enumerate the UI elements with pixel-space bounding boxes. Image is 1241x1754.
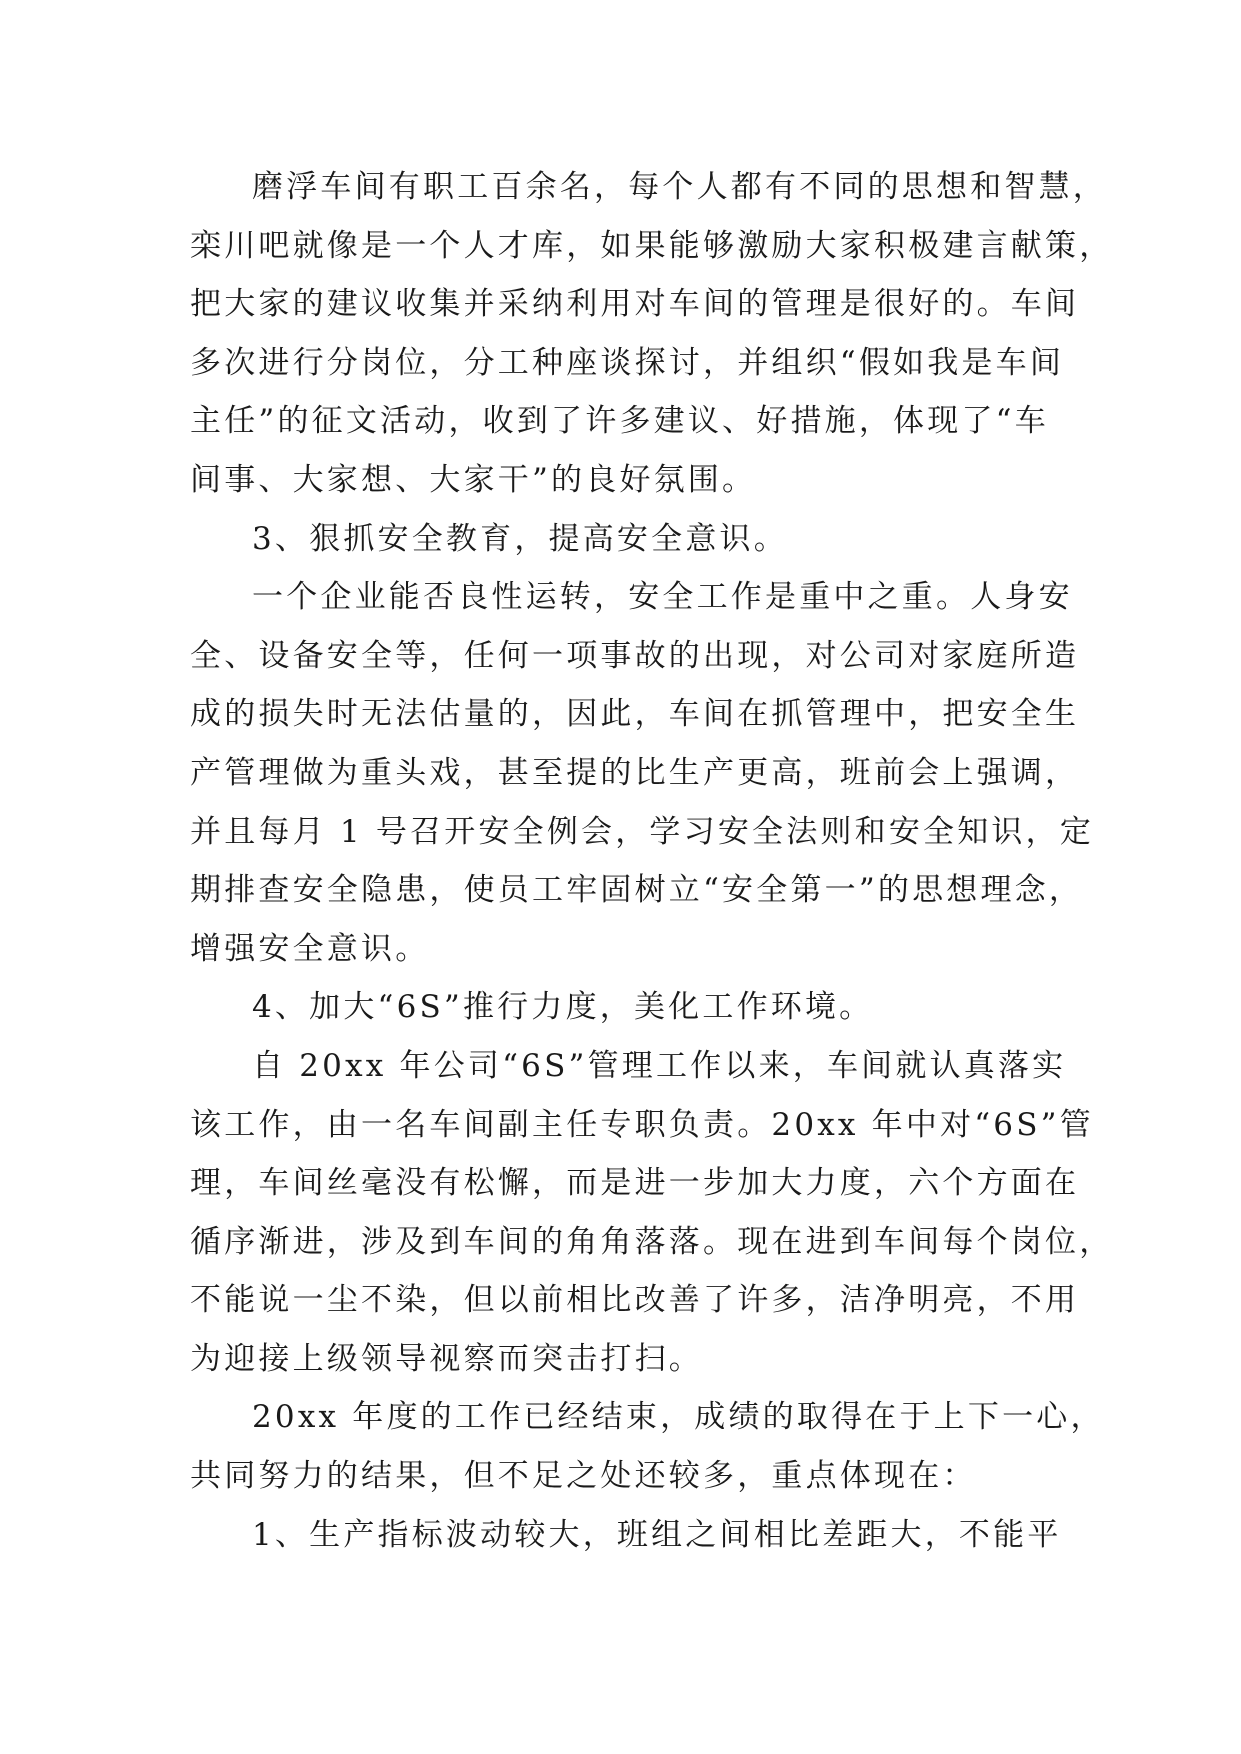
text-line: 该工作，由一名车间副主任专职负责。20xx 年中对“6S”管 (190, 1106, 1094, 1143)
section-heading: 3、狠抓安全教育，提高安全意识。 (252, 520, 788, 557)
text-line: 间事、大家想、大家干”的良好氛围。 (190, 461, 757, 498)
text-line: 把大家的建议收集并采纳利用对车间的管理是很好的。车间 (190, 286, 1080, 323)
text-line: 不能说一尘不染，但以前相比改善了许多，洁净明亮，不用 (190, 1282, 1080, 1319)
text-line: 主任”的征文活动，收到了许多建议、好措施，体现了“车 (190, 403, 1049, 440)
text-line: 循序渐进，涉及到车间的角角落落。现在进到车间每个岗位， (190, 1223, 1114, 1260)
section-heading: 4、加大“6S”推行力度，美化工作环境。 (252, 989, 874, 1026)
text-line: 磨浮车间有职工百余名，每个人都有不同的思想和智慧， (252, 169, 1107, 205)
text-line: 自 20xx 年公司“6S”管理工作以来，车间就认真落实 (252, 1047, 1067, 1084)
text-line: 理，车间丝毫没有松懈，而是进一步加大力度，六个方面在 (190, 1165, 1080, 1202)
document-body (190, 158, 1114, 1564)
text-line: 共同努力的结果，但不足之处还较多，重点体现在： (190, 1458, 977, 1495)
text-line: 为迎接上级领导视察而突击打扫。 (190, 1340, 703, 1377)
text-line: 20xx 年度的工作已经结束，成绩的取得在于上下一心， (252, 1399, 1105, 1436)
text-line: 增强安全意识。 (190, 930, 430, 967)
text-line: 并且每月 1 号召开安全例会，学习安全法则和安全知识，定 (190, 813, 1095, 850)
text-line: 产管理做为重头戏，甚至提的比生产更高，班前会上强调， (190, 754, 1080, 791)
list-item: 1、生产指标波动较大，班组之间相比差距大，不能平 (252, 1516, 1062, 1553)
text-line: 一个企业能否良性运转，安全工作是重中之重。人身安 (252, 579, 1073, 616)
text-line: 全、设备安全等，任何一项事故的出现，对公司对家庭所造 (190, 637, 1080, 674)
text-line: 栾川吧就像是一个人才库，如果能够激励大家积极建言献策， (190, 227, 1114, 264)
text-line: 多次进行分岗位，分工种座谈探讨，并组织“假如我是车间 (190, 344, 1065, 381)
text-line: 成的损失时无法估量的，因此，车间在抓管理中，把安全生 (190, 696, 1080, 733)
text-line: 期排查安全隐患，使员工牢固树立“安全第一”的思想理念， (190, 872, 1084, 909)
